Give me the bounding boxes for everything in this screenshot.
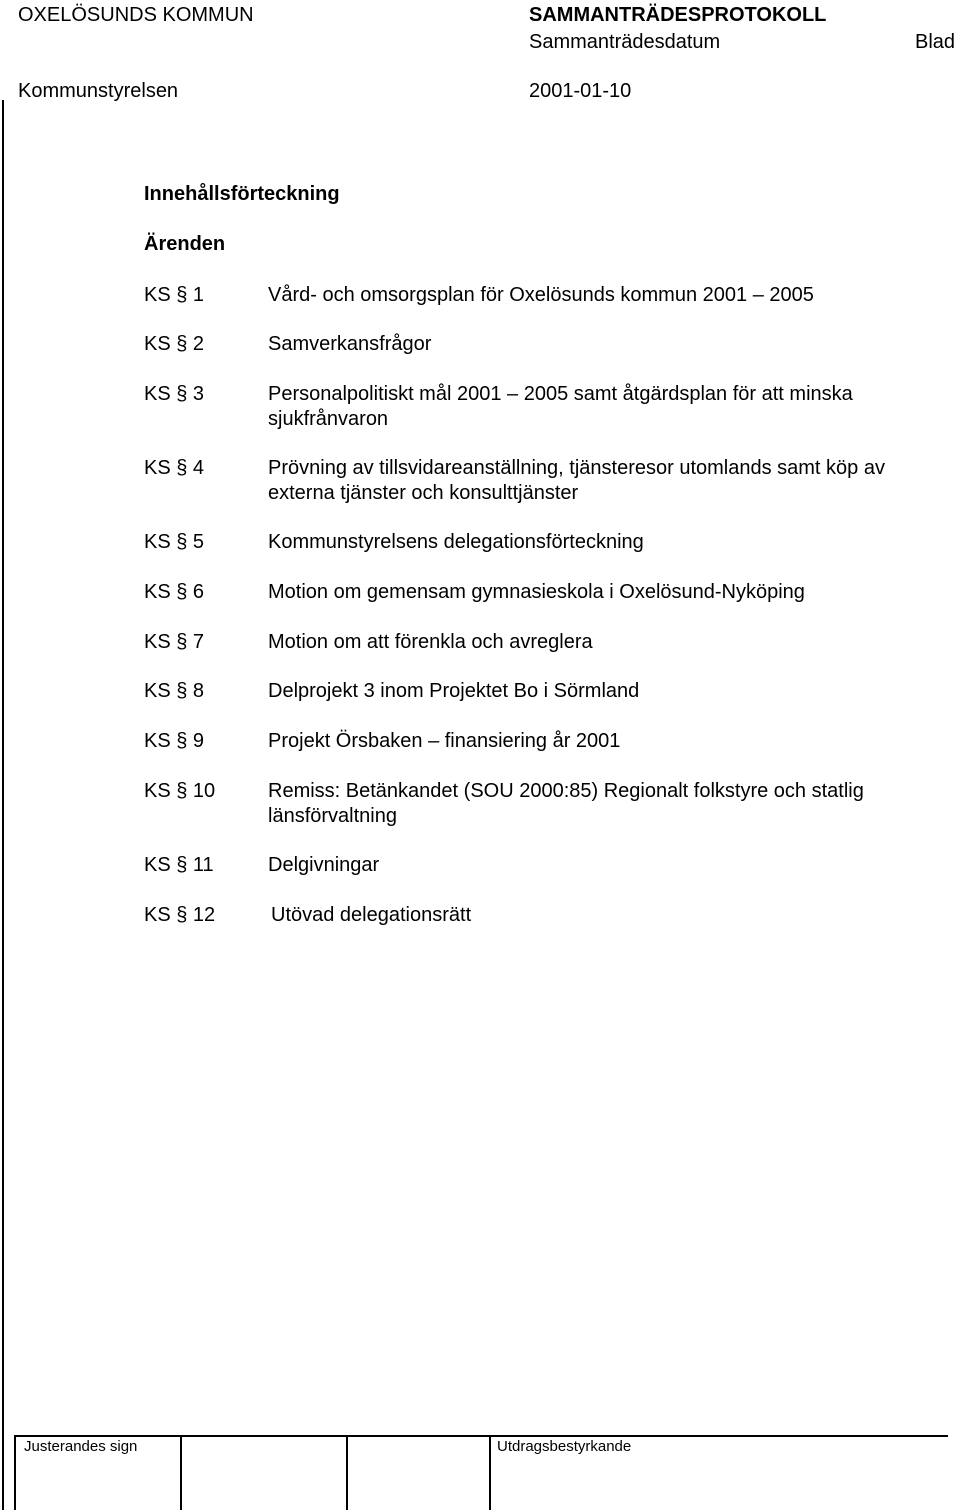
item-number: KS § 11 bbox=[144, 854, 214, 876]
item-title: Samverkansfrågor bbox=[268, 333, 432, 355]
meeting-date: 2001-01-10 bbox=[529, 80, 632, 102]
item-number: KS § 6 bbox=[144, 581, 205, 603]
toc-title: Innehållsförteckning bbox=[144, 183, 340, 205]
item-number: KS § 12 bbox=[144, 904, 216, 926]
meeting-date-label: Sammanträdesdatum bbox=[529, 31, 721, 53]
document-type: SAMMANTRÄDESPROTOKOLL bbox=[529, 4, 827, 26]
municipality-name: OXELÖSUNDS KOMMUN bbox=[18, 4, 254, 26]
footer-divider bbox=[346, 1435, 348, 1510]
item-title: Personalpolitiskt mål 2001 – 2005 samt åtgärdsplan för att minska sjukfrånvaron bbox=[268, 383, 853, 430]
page-label: Blad bbox=[915, 31, 956, 53]
toc-subtitle: Ärenden bbox=[144, 233, 226, 255]
item-title: Delgivningar bbox=[268, 854, 380, 876]
item-number: KS § 2 bbox=[144, 333, 205, 355]
item-title: Prövning av tillsvidareanställning, tjänsteresor utomlands samt köp av externa tjänster och konsulttjänster bbox=[268, 457, 885, 504]
committee-name: Kommunstyrelsen bbox=[18, 80, 179, 102]
item-number: KS § 7 bbox=[144, 631, 205, 653]
item-title: Delprojekt 3 inom Projektet Bo i Sörmland bbox=[268, 680, 640, 702]
justerandes-sign-label: Justerandes sign bbox=[24, 1438, 138, 1455]
footer-top-rule bbox=[14, 1435, 948, 1437]
item-title: Motion om gemensam gymnasieskola i Oxelösund-Nyköping bbox=[268, 581, 805, 603]
footer-divider bbox=[180, 1435, 182, 1510]
item-number: KS § 3 bbox=[144, 383, 205, 405]
item-title: Remiss: Betänkandet (SOU 2000:85) Regionalt folkstyre och statlig länsförvaltning bbox=[268, 780, 864, 827]
utdragsbestyrkande-label: Utdragsbestyrkande bbox=[497, 1438, 632, 1455]
item-title: Vård- och omsorgsplan för Oxelösunds kommun 2001 – 2005 bbox=[268, 284, 814, 306]
footer-divider bbox=[489, 1435, 491, 1510]
item-title: Projekt Örsbaken – finansiering år 2001 bbox=[268, 730, 621, 752]
left-margin-rule bbox=[2, 100, 4, 1510]
item-number: KS § 8 bbox=[144, 680, 205, 702]
item-number: KS § 4 bbox=[144, 457, 205, 479]
item-title: Motion om att förenkla och avreglera bbox=[268, 631, 593, 653]
item-title: Utövad delegationsrätt bbox=[271, 904, 472, 926]
item-number: KS § 5 bbox=[144, 531, 205, 553]
item-title: Kommunstyrelsens delegationsförteckning bbox=[268, 531, 644, 553]
item-number: KS § 9 bbox=[144, 730, 205, 752]
item-number: KS § 10 bbox=[144, 780, 216, 802]
footer-divider-left bbox=[14, 1435, 16, 1510]
item-number: KS § 1 bbox=[144, 284, 205, 306]
